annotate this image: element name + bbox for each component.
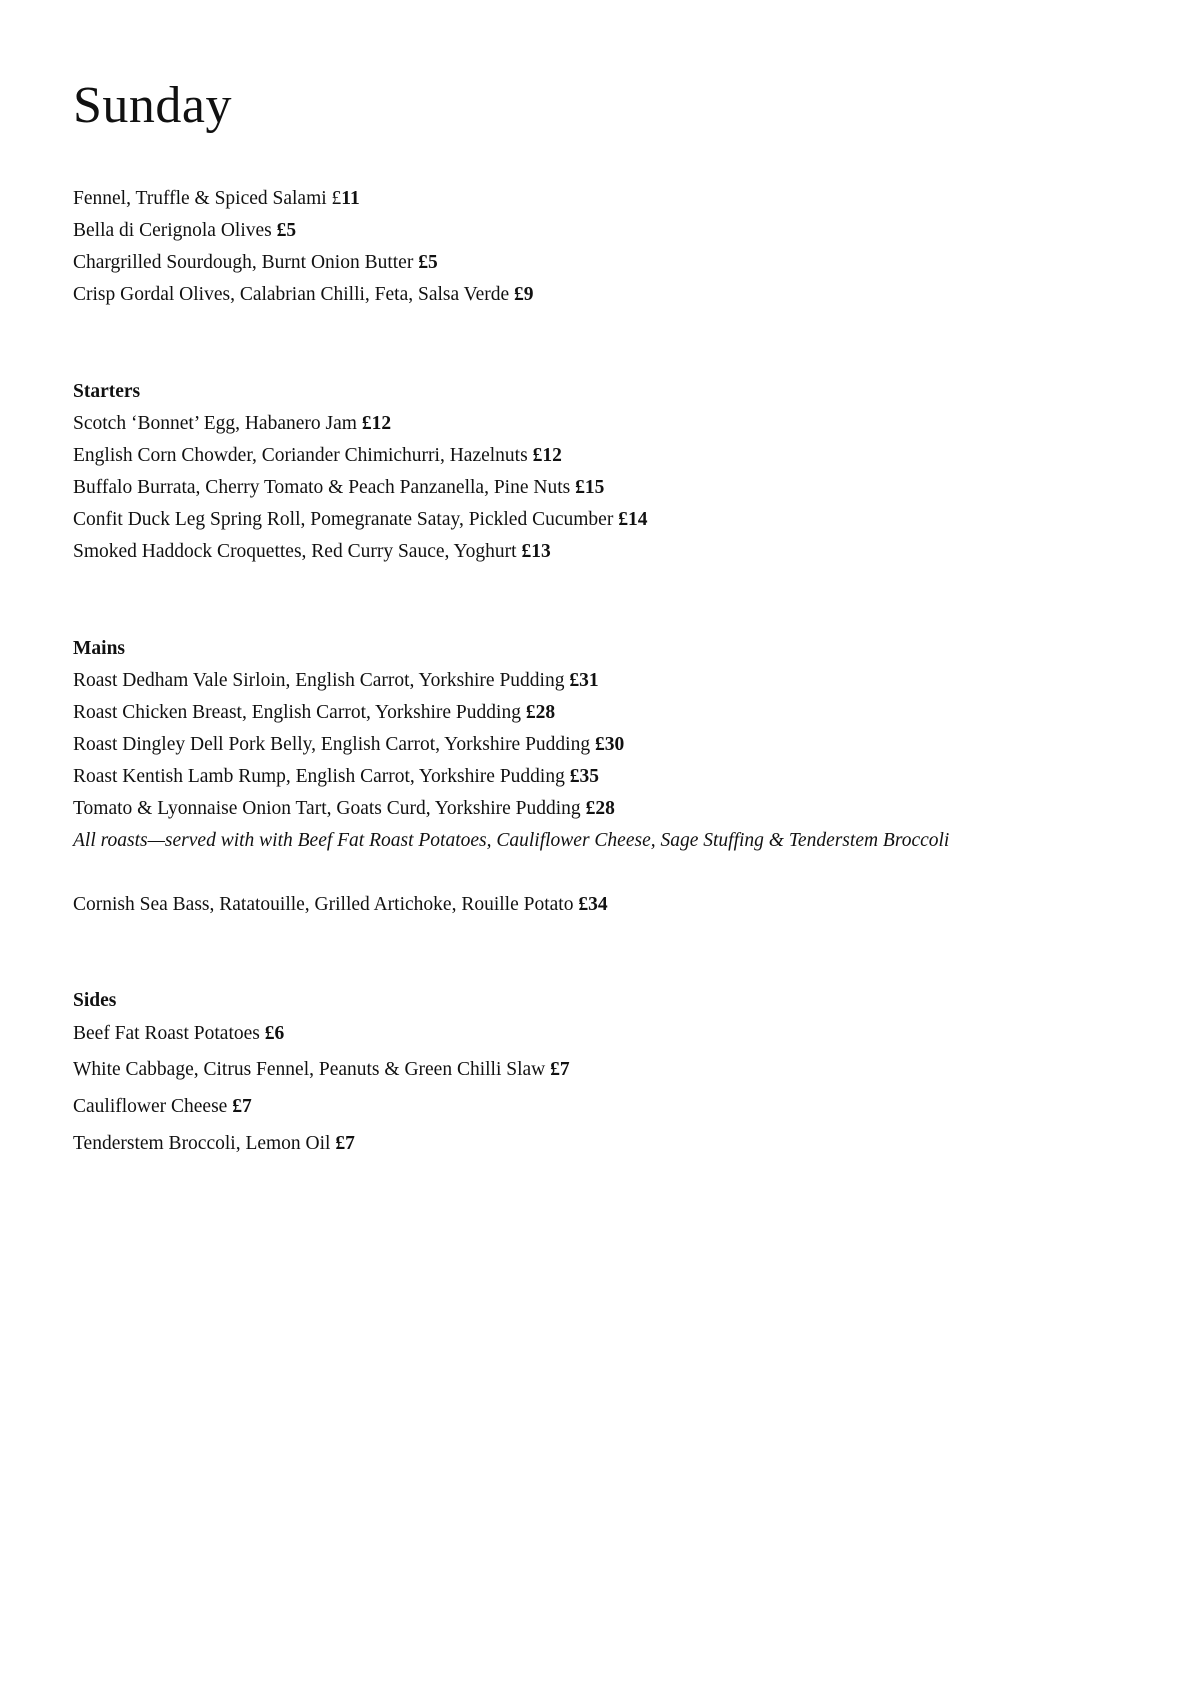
item-name: Roast Kentish Lamb Rump, English Carrot, Yorkshire Pudding xyxy=(73,766,570,787)
menu-item xyxy=(73,279,534,311)
menu-item xyxy=(73,440,647,472)
page-title: Sunday xyxy=(73,77,232,134)
item-price: £9 xyxy=(514,284,534,305)
item-price: £7 xyxy=(232,1096,252,1117)
menu-item xyxy=(73,1051,570,1088)
item-price: £12 xyxy=(361,413,392,434)
item-price: £35 xyxy=(569,766,599,787)
mains-heading: Mains xyxy=(73,638,126,659)
item-price: 11 xyxy=(341,188,360,209)
item-name: English Corn Chowder, Coriander Chimichurri, Hazelnuts xyxy=(73,445,533,466)
item-name: Beef Fat Roast Potatoes xyxy=(73,1023,265,1044)
item-price: £13 xyxy=(521,541,551,562)
spacer xyxy=(73,857,949,889)
item-price: £6 xyxy=(264,1023,285,1044)
item-name: Tomato & Lyonnaise Onion Tart, Goats Curd, Yorkshire Pudding xyxy=(73,798,586,819)
item-name: Confit Duck Leg Spring Roll, Pomegranate Satay, Pickled Cucumber xyxy=(73,509,619,530)
roasts-note: All roasts—served with with Beef Fat Roast Potatoes, Cauliflower Cheese, Sage Stuffing & Tenderstem Broccoli xyxy=(73,830,950,851)
menu-item xyxy=(73,729,949,761)
item-name: Smoked Haddock Croquettes, Red Curry Sauce, Yoghurt xyxy=(73,541,522,562)
menu-item xyxy=(73,472,647,504)
menu-item xyxy=(73,1125,570,1162)
menu-item xyxy=(73,536,647,568)
item-price: £5 xyxy=(418,252,438,273)
item-name: Crisp Gordal Olives, Calabrian Chilli, Feta, Salsa Verde xyxy=(73,284,515,305)
item-price: £14 xyxy=(618,509,648,530)
mains-section xyxy=(73,633,949,921)
item-name: White Cabbage, Citrus Fennel, Peanuts & Green Chilli Slaw xyxy=(73,1059,551,1080)
menu-item xyxy=(73,247,534,279)
item-price: £28 xyxy=(525,702,556,723)
menu-item xyxy=(73,1017,570,1051)
item-price: £31 xyxy=(569,670,599,691)
item-name: Tenderstem Broccoli, Lemon Oil xyxy=(73,1133,336,1154)
sides-section xyxy=(73,985,570,1162)
item-name: Roast Dingley Dell Pork Belly, English Carrot, Yorkshire Pudding xyxy=(73,734,595,755)
item-name: Fennel, Truffle & Spiced Salami £ xyxy=(73,188,342,209)
snacks-section xyxy=(73,183,534,311)
item-name: Scotch ‘Bonnet’ Egg, Habanero Jam xyxy=(73,413,362,434)
item-price: £28 xyxy=(585,798,615,819)
item-price: £30 xyxy=(594,734,625,755)
starters-heading: Starters xyxy=(73,381,141,402)
menu-item xyxy=(73,697,949,729)
item-name: Roast Dedham Vale Sirloin, English Carrot, Yorkshire Pudding xyxy=(73,670,570,691)
item-name: Buffalo Burrata, Cherry Tomato & Peach Panzanella, Pine Nuts xyxy=(73,477,576,498)
menu-item xyxy=(73,761,949,793)
item-price: £34 xyxy=(578,894,608,915)
item-price: £12 xyxy=(532,445,562,466)
item-name: Roast Chicken Breast, English Carrot, Yorkshire Pudding xyxy=(73,702,526,723)
menu-item xyxy=(73,504,647,536)
menu-item xyxy=(73,408,647,440)
sides-heading: Sides xyxy=(73,990,117,1011)
item-price: £7 xyxy=(335,1133,355,1154)
menu-item xyxy=(73,793,949,825)
starters-section xyxy=(73,376,647,568)
item-name: Chargrilled Sourdough, Burnt Onion Butter xyxy=(73,252,419,273)
menu-item xyxy=(73,1088,570,1125)
item-price: £15 xyxy=(575,477,605,498)
item-name: Cornish Sea Bass, Ratatouille, Grilled Artichoke, Rouille Potato xyxy=(73,894,579,915)
item-price: £5 xyxy=(276,220,297,241)
menu-item xyxy=(73,215,534,247)
menu-item xyxy=(73,889,949,921)
item-price: £7 xyxy=(550,1059,570,1080)
item-name: Cauliflower Cheese xyxy=(73,1096,233,1117)
menu-item xyxy=(73,183,534,215)
item-name: Bella di Cerignola Olives xyxy=(73,220,277,241)
menu-item xyxy=(73,665,949,697)
